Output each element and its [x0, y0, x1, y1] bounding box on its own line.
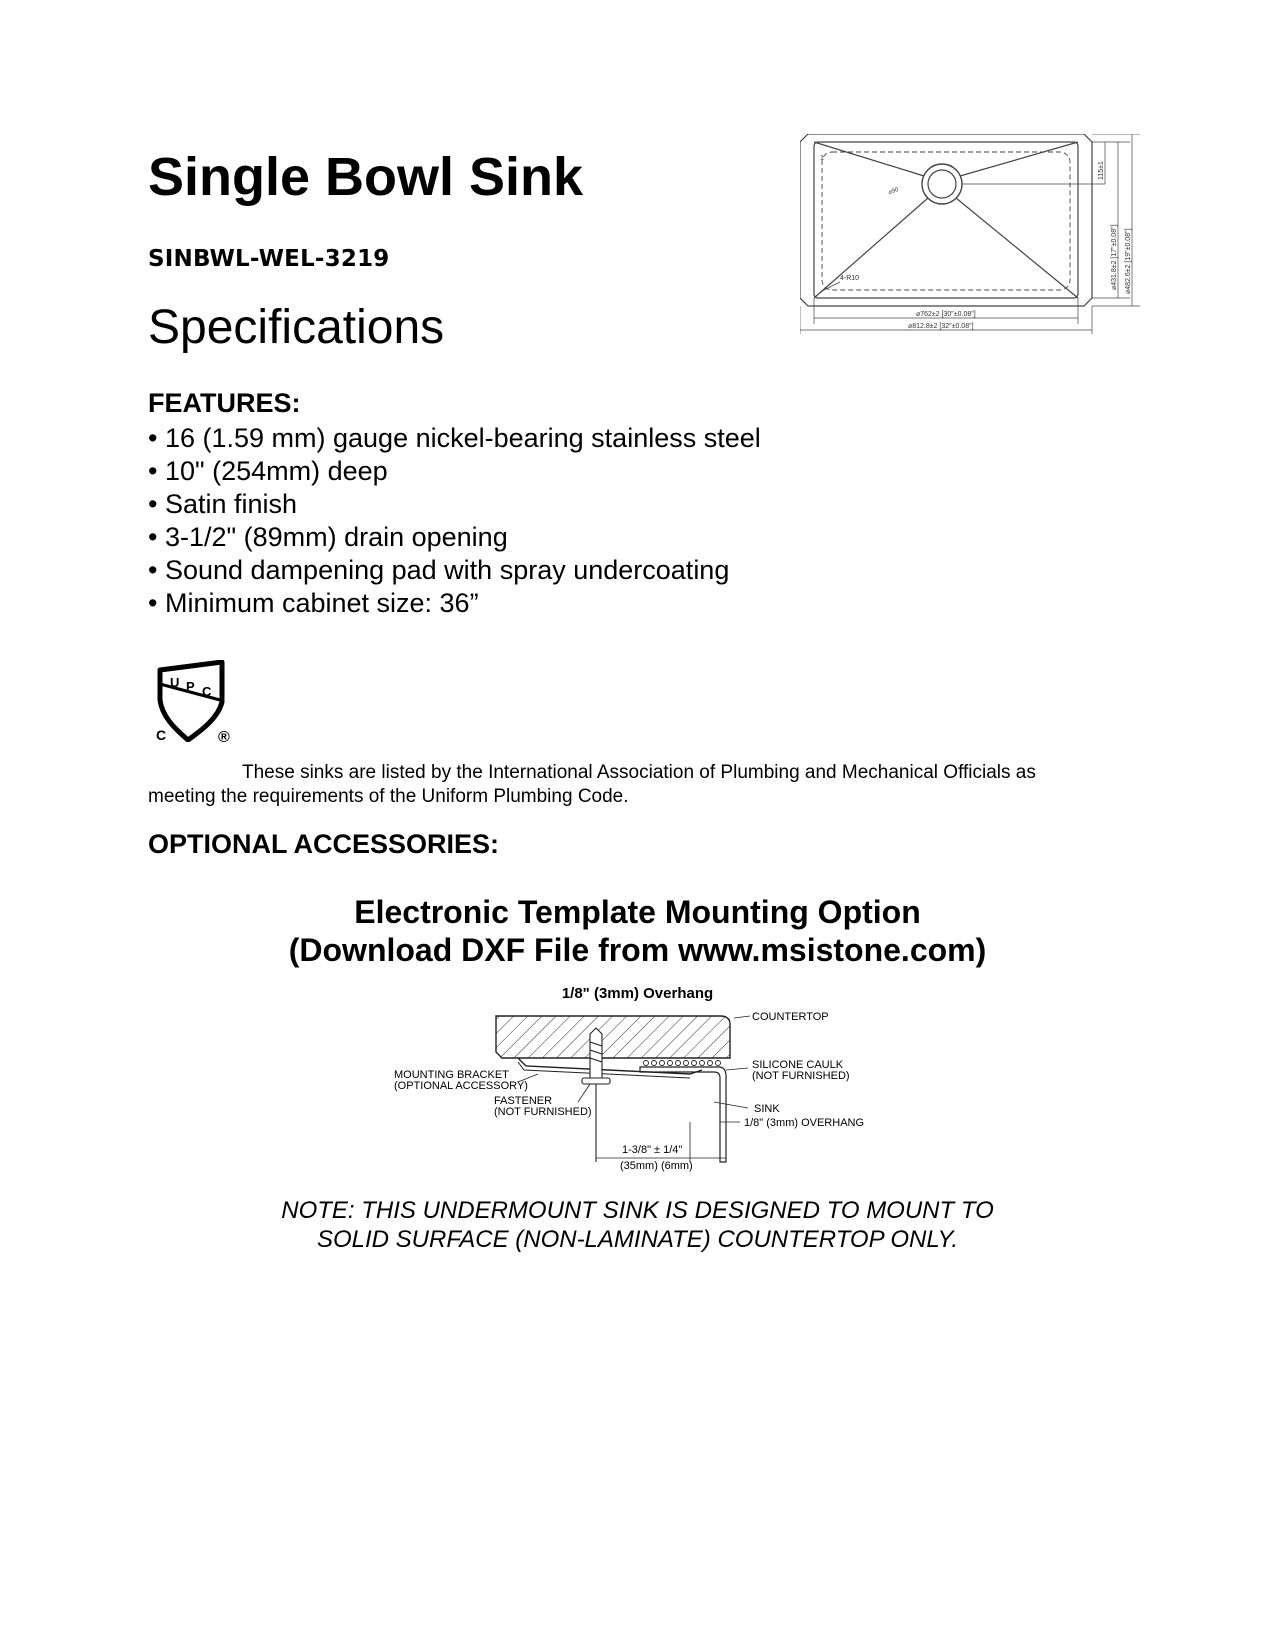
logo-letter-c-canada: C — [156, 727, 167, 742]
note-line1: NOTE: THIS UNDERMOUNT SINK IS DESIGNED TO MOUNT TO — [281, 1197, 994, 1224]
page-title: Single Bowl Sink — [148, 147, 584, 207]
corner-mark-label: 1 — [820, 155, 824, 162]
feature-item-gauge: • 16 (1.59 mm) gauge nickel-bearing stainless steel — [148, 423, 761, 453]
feature-item-depth: • 10" (254mm) deep — [148, 456, 388, 486]
sink-top-view-drawing — [800, 134, 1146, 346]
certification-statement: These sinks are listed by the International Association of Plumbing and Mechanical Officials as meeting the requirements of the Uniform Plumbing Code. — [148, 762, 1036, 807]
feature-item-sound-pad: • Sound dampening pad with spray undercoating — [148, 555, 730, 585]
specifications-heading: Specifications — [148, 301, 445, 354]
label-fastener: FASTENER — [494, 1095, 553, 1107]
drain-diameter-label: ⌀90 — [887, 186, 900, 197]
feature-item-drain: • 3-1/2" (89mm) drain opening — [148, 522, 508, 552]
template-mounting-title — [0, 893, 1275, 969]
corner-radius-label: 4-R10 — [840, 275, 860, 282]
dim-bowl-depth: ⌀431.8±2 [17"±0.08"] — [1111, 224, 1118, 290]
label-dimension-metric: (35mm) (6mm) — [620, 1160, 693, 1172]
logo-letter-c: C — [202, 684, 212, 699]
features-heading: FEATURES: — [148, 388, 301, 418]
label-countertop: COUNTERTOP — [752, 1012, 829, 1023]
logo-letter-p: P — [186, 679, 195, 694]
label-silicone-caulk: SILICONE CAULK — [752, 1059, 844, 1071]
label-silicone-not-furnished: (NOT FURNISHED) — [752, 1070, 850, 1082]
dim-drain-offset: 115±1 — [1098, 161, 1105, 180]
label-overhang: 1/8" (3mm) OVERHANG — [744, 1117, 865, 1129]
template-title-line1: Electronic Template Mounting Option — [354, 894, 921, 930]
label-fastener-not-furnished: (NOT FURNISHED) — [494, 1106, 592, 1118]
cupc-certification-logo — [156, 660, 238, 742]
mounting-section-diagram — [390, 1012, 890, 1192]
optional-accessories-heading: OPTIONAL ACCESSORIES: — [148, 829, 500, 859]
label-bracket-optional: (OPTIONAL ACCESSORY) — [394, 1080, 528, 1092]
note-line2: SOLID SURFACE (NON-LAMINATE) COUNTERTOP ONLY. — [316, 1226, 958, 1253]
undermount-note — [0, 1196, 1275, 1254]
logo-registered-mark: ® — [218, 729, 230, 742]
dim-overall-width: ⌀812.8±2 [32"±0.08"] — [908, 323, 974, 330]
logo-letter-u: U — [170, 675, 180, 690]
label-sink: SINK — [754, 1103, 780, 1115]
features-list — [148, 422, 761, 620]
dim-bowl-width: ⌀762±2 [30"±0.08"] — [916, 311, 976, 318]
overhang-diagram-title: 1/8" (3mm) Overhang — [561, 985, 714, 1002]
feature-item-cabinet: • Minimum cabinet size: 36” — [148, 588, 479, 618]
label-mounting-bracket: MOUNTING BRACKET — [394, 1069, 509, 1081]
template-title-line2: (Download DXF File from www.msistone.com) — [288, 932, 987, 968]
feature-item-finish: • Satin finish — [148, 489, 298, 519]
label-dimension-value: 1-3/8" ± 1/4" — [622, 1144, 683, 1156]
dim-overall-depth: ⌀482.6±2 [19"±0.08"] — [1125, 228, 1132, 294]
model-number: SINBWL-WEL-3219 — [148, 246, 390, 272]
